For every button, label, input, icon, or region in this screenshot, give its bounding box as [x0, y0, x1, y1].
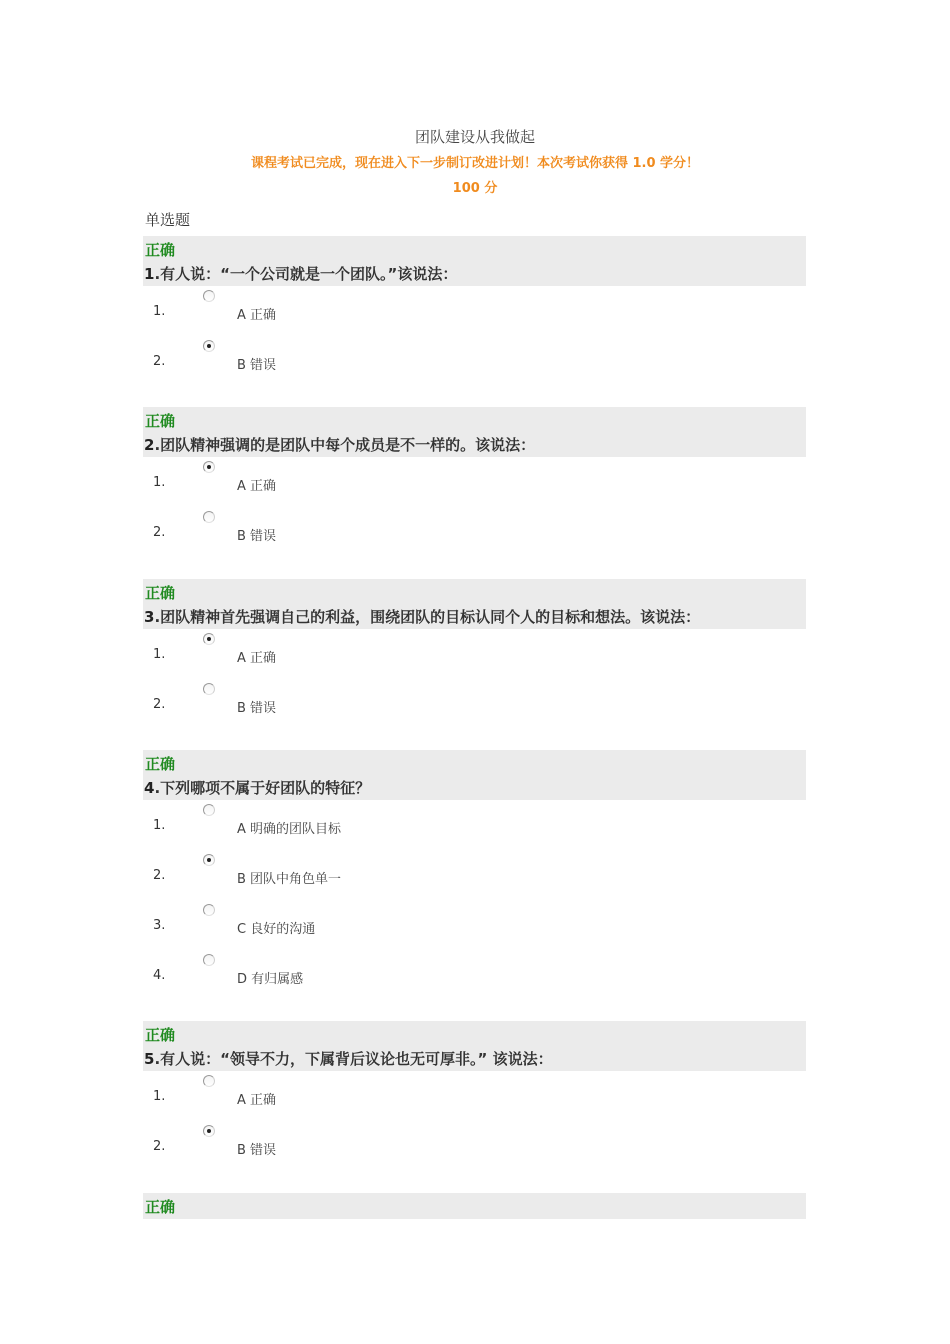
option-label: B 团队中角色单一 [237, 872, 342, 887]
option-index: 2. [153, 1139, 166, 1154]
radio-button[interactable] [203, 1075, 215, 1087]
answer-option[interactable] [143, 802, 806, 842]
option-label: A 正确 [237, 308, 277, 323]
option-index: 2. [153, 354, 166, 369]
answer-option[interactable] [143, 852, 806, 892]
option-label: D 有归属感 [237, 972, 304, 987]
question-block [143, 579, 806, 716]
question-number: 4 [144, 779, 155, 797]
radio-button-checked[interactable] [203, 340, 215, 352]
radio-button-checked[interactable] [203, 1125, 215, 1137]
answer-option[interactable] [143, 288, 806, 328]
answer-status: 正确 [145, 412, 176, 430]
answer-option[interactable] [143, 509, 806, 549]
question-number: 1 [144, 265, 155, 283]
question-body: .有人说：“领导不力，下属背后议论也无可厚非。” 该说法： [154, 1050, 553, 1068]
question-number: 2 [144, 436, 155, 454]
section-title: 单选题 [145, 211, 191, 229]
option-label: A 正确 [237, 651, 277, 666]
question-block [143, 236, 806, 373]
option-index: 2. [153, 697, 166, 712]
question-text [144, 434, 535, 455]
option-index: 2. [153, 868, 166, 883]
option-index: 3. [153, 918, 166, 933]
radio-button-checked[interactable] [203, 633, 215, 645]
question-header [143, 1193, 806, 1219]
radio-button[interactable] [203, 683, 215, 695]
question-text [144, 777, 370, 798]
option-index: 1. [153, 475, 166, 490]
question-header [143, 579, 806, 629]
answer-option[interactable] [143, 459, 806, 499]
question-block [143, 1193, 806, 1219]
question-body: .团队精神强调的是团队中每个成员是不一样的。该说法： [154, 436, 536, 454]
answer-option[interactable] [143, 952, 806, 992]
answer-option[interactable] [143, 1073, 806, 1113]
option-index: 2. [153, 525, 166, 540]
answer-status: 正确 [145, 1026, 176, 1044]
answer-status: 正确 [145, 584, 176, 602]
question-number: 5 [144, 1050, 155, 1068]
question-header [143, 1021, 806, 1071]
question-block [143, 750, 806, 987]
option-index: 1. [153, 1089, 166, 1104]
answer-option[interactable] [143, 338, 806, 378]
answer-option[interactable] [143, 902, 806, 942]
option-label: B 错误 [237, 701, 277, 716]
option-label: A 正确 [237, 1093, 277, 1108]
radio-button[interactable] [203, 904, 215, 916]
question-header [143, 407, 806, 457]
question-text [144, 1048, 553, 1069]
page-title: 团队建设从我做起 [414, 128, 535, 146]
question-number: 3 [144, 608, 155, 626]
completion-notice: 课程考试已完成，现在进入下一步制订改进计划！本次考试你获得 1.0 学分！ [250, 156, 700, 171]
option-label: B 错误 [237, 529, 277, 544]
question-block [143, 1021, 806, 1158]
answer-option[interactable] [143, 631, 806, 671]
question-block [143, 407, 806, 544]
option-index: 1. [153, 647, 166, 662]
question-text [144, 606, 700, 627]
option-label: C 良好的沟通 [237, 922, 316, 937]
question-body: .有人说：“一个公司就是一个团队。”该说法： [154, 265, 458, 283]
question-body: .团队精神首先强调自己的利益，围绕团队的目标认同个人的目标和想法。该说法： [154, 608, 701, 626]
question-body: .下列哪项不属于好团队的特征？ [154, 779, 371, 797]
radio-button-checked[interactable] [203, 854, 215, 866]
exam-score: 100 分 [452, 181, 498, 196]
option-label: B 错误 [237, 1143, 277, 1158]
answer-option[interactable] [143, 681, 806, 721]
option-index: 1. [153, 304, 166, 319]
radio-button[interactable] [203, 290, 215, 302]
radio-button[interactable] [203, 804, 215, 816]
option-label: B 错误 [237, 358, 277, 373]
answer-status: 正确 [145, 1198, 176, 1216]
question-header [143, 750, 806, 800]
option-label: A 正确 [237, 479, 277, 494]
radio-button[interactable] [203, 511, 215, 523]
answer-status: 正确 [145, 755, 176, 773]
answer-option[interactable] [143, 1123, 806, 1163]
radio-button-checked[interactable] [203, 461, 215, 473]
question-header [143, 236, 806, 286]
radio-button[interactable] [203, 954, 215, 966]
option-index: 1. [153, 818, 166, 833]
option-label: A 明确的团队目标 [237, 822, 342, 837]
option-index: 4. [153, 968, 166, 983]
answer-status: 正确 [145, 241, 176, 259]
question-text [144, 263, 457, 284]
